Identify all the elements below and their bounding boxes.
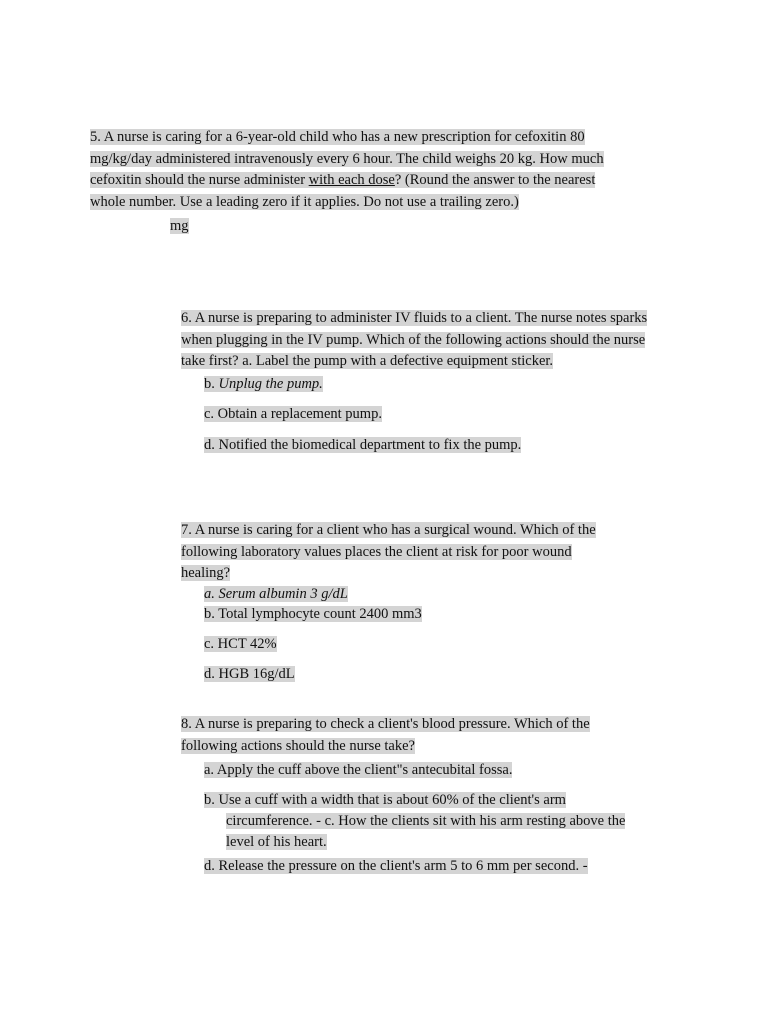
question-7-option-b bbox=[204, 604, 422, 626]
question-6-option-d-text: d. Notified the biomedical department to fix the pump. bbox=[204, 437, 522, 453]
question-5-text-pre: 5. A nurse is caring for a 6-year-old child who has a new prescription for cefoxitin 80 mg/kg/day administered intravenously every 6 hour. The child weighs 20 kg. How much cefoxitin should the nurse administer bbox=[90, 129, 604, 188]
question-8-option-a-text: a. Apply the cuff above the client"s antecubital fossa. bbox=[204, 762, 513, 778]
question-7-option-c-text: c. HCT 42% bbox=[204, 636, 277, 652]
question-7-stem: 7. A nurse is caring for a client who has a surgical wound. Which of the following laboratory values places the client at risk for poor wound healing? bbox=[181, 522, 596, 581]
question-7-option-a-text: a. Serum albumin 3 g/dL bbox=[204, 586, 348, 602]
question-7-option-d bbox=[204, 664, 295, 686]
question-6-option-b-label: b. bbox=[204, 376, 219, 392]
question-6-stem: 6. A nurse is preparing to administer IV fluids to a client. The nurse notes sparks when plugging in the IV pump. Which of the following actions should the nurse take first? a. Label the pump with a defective equipment sticker. bbox=[181, 310, 648, 369]
question-7-option-c bbox=[204, 634, 277, 656]
question-7-option-d-text: d. HGB 16g/dL bbox=[204, 666, 295, 682]
question-6-option-c-text: c. Obtain a replacement pump. bbox=[204, 406, 382, 422]
question-6-option-b bbox=[204, 374, 323, 396]
question-6-option-b-text: Unplug the pump. bbox=[218, 376, 323, 392]
question-8-option-b-line2 bbox=[226, 811, 625, 833]
question-8 bbox=[181, 714, 621, 757]
question-5 bbox=[90, 127, 630, 213]
question-5-text-post: ? (Round the answer to the nearest whole number. Use a leading zero if it applies. Do not use a trailing zero.) bbox=[90, 172, 596, 210]
question-8-option-a bbox=[204, 760, 512, 782]
question-8-option-b-line1 bbox=[204, 790, 566, 812]
question-5-unit-label: mg bbox=[170, 218, 189, 234]
question-5-unit bbox=[170, 216, 189, 238]
question-8-option-b-text-3: level of his heart. bbox=[226, 834, 327, 850]
question-7-option-b-text: b. Total lymphocyte count 2400 mm3 bbox=[204, 606, 422, 622]
question-5-underlined: with each dose bbox=[308, 172, 395, 188]
question-8-option-b-line3 bbox=[226, 832, 327, 854]
question-8-stem: 8. A nurse is preparing to check a client's blood pressure. Which of the following actions should the nurse take? bbox=[181, 716, 590, 754]
question-7 bbox=[181, 520, 621, 585]
question-8-option-d bbox=[204, 856, 588, 878]
question-8-option-b-text-1: b. Use a cuff with a width that is about 60% of the client's arm bbox=[204, 792, 566, 808]
question-6-option-d bbox=[204, 435, 521, 457]
question-7-option-a bbox=[204, 584, 348, 606]
question-6 bbox=[181, 308, 656, 373]
question-6-option-c bbox=[204, 404, 382, 426]
question-8-option-b-text-2: circumference. - c. How the clients sit with his arm resting above the bbox=[226, 813, 626, 829]
question-8-option-d-text: d. Release the pressure on the client's arm 5 to 6 mm per second. - bbox=[204, 858, 588, 874]
